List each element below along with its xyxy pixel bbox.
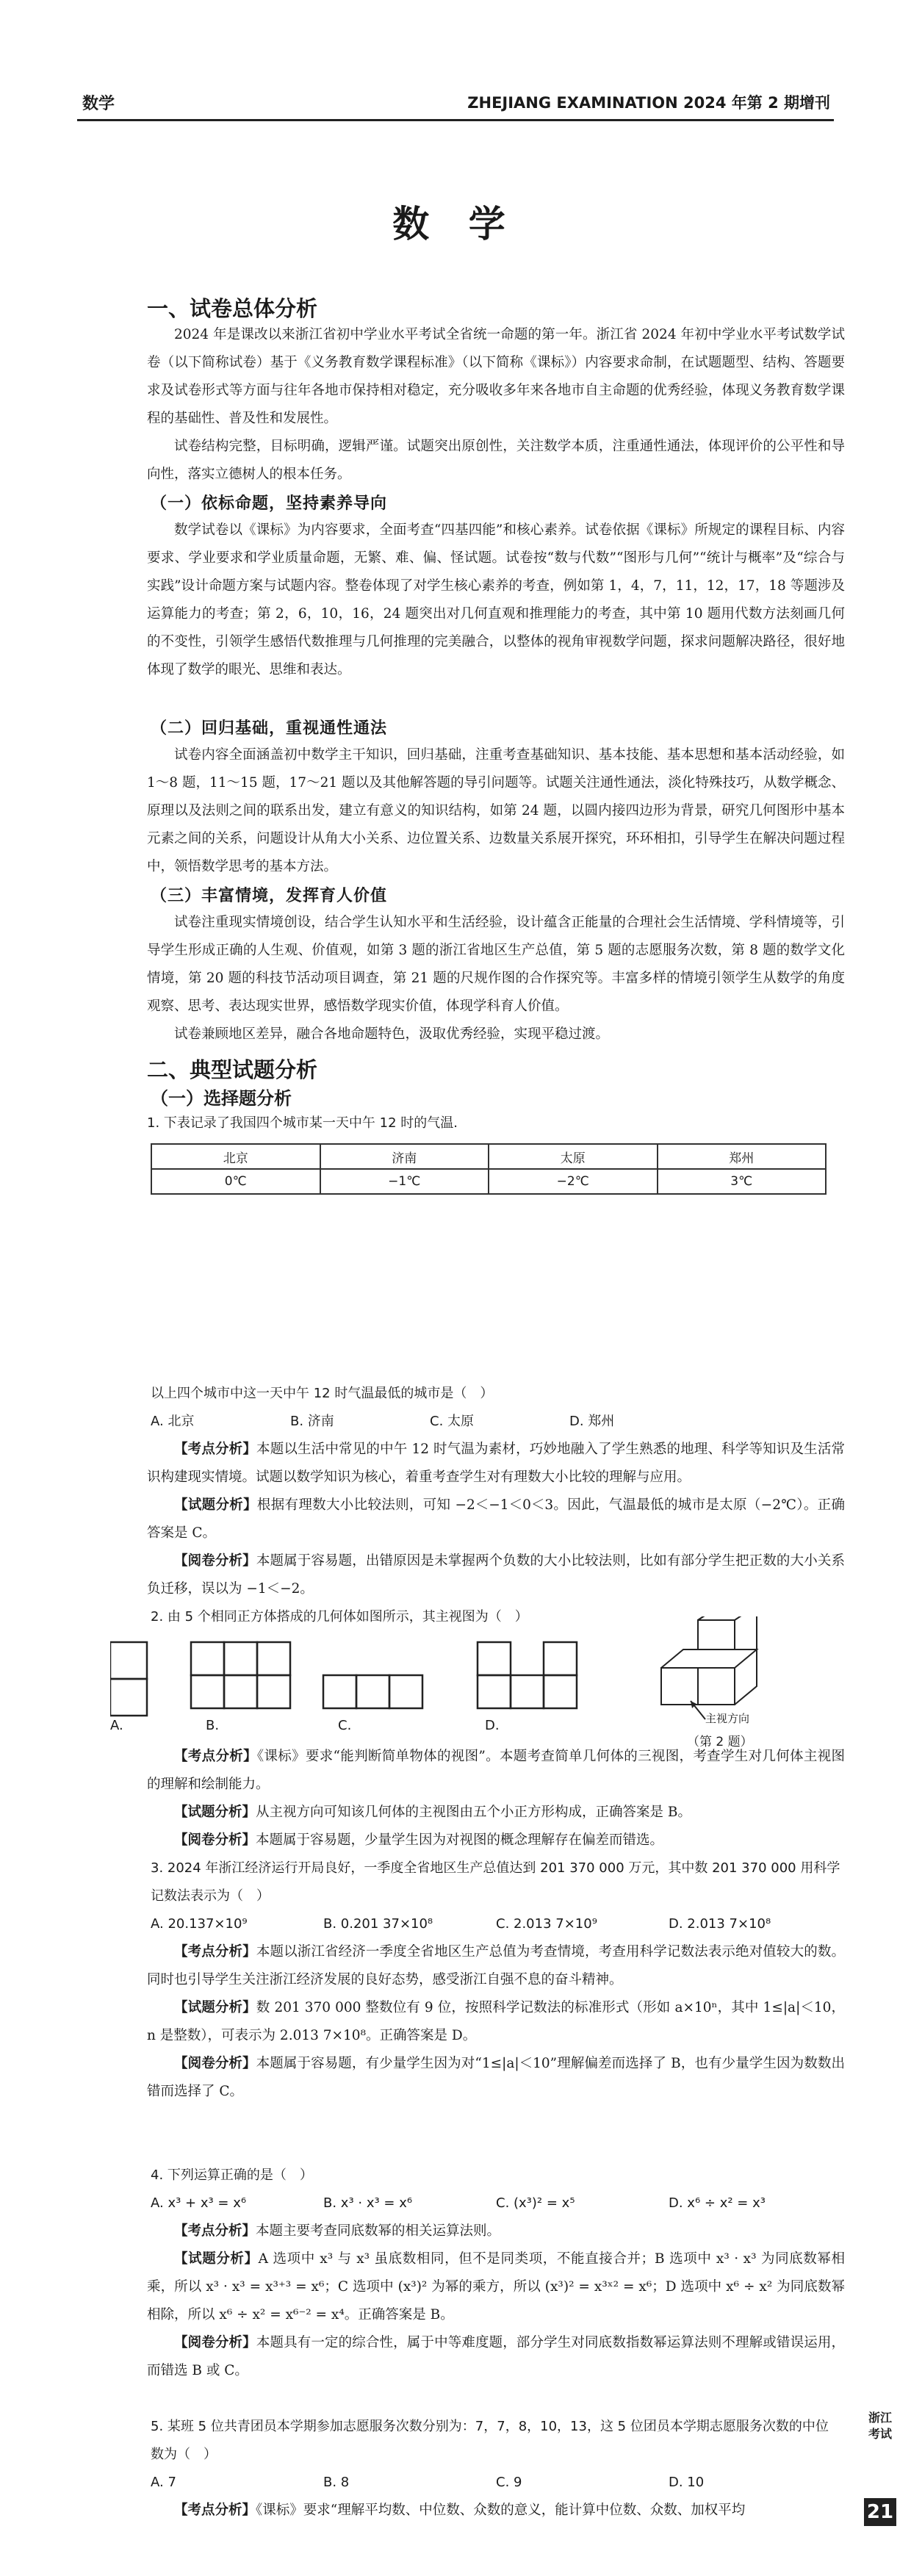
option: C. 2.013 7×10⁹ <box>496 1916 597 1932</box>
q4-analysis: 【考点分析】本题主要考查同底数幂的相关运算法则。 【试题分析】A 选项中 x³ 与 x³ 虽底数相同，但不是同类项，不能直接合并；B 选项中 x³ · x³ 为同底数幂相乘，所以 x³ · x³ = x³⁺³ = x⁶；C 选项中 (x³)² 为幂的乘方，所以 (x³)² = x³ˣ² = x⁶；D 选项中 x⁶ ÷ x² 为同底数幂相除，所以 x⁶ ÷ x² = x⁶⁻² = x⁴。正确答案是 B。 【阅卷分析】本题具有一定的综合性，属于中等难度题，部分学生对同底数指数幂运算法则不理解或错误运用，而错选 B 或 C。 <box>147 2223 845 2378</box>
option: D. x⁶ ÷ x² = x³ <box>669 2195 766 2211</box>
section-1-para-2: 试卷结构完整，目标明确，逻辑严谨。试题突出原创性，关注数学本质，注重通性通法，体现评价的公平性和导向性，落实立德树人的根本任务。 <box>147 439 845 482</box>
table-cell: −2℃ <box>489 1169 658 1194</box>
header-subject: 数学 <box>82 95 115 113</box>
q1-options <box>151 1408 812 1436</box>
page-title: 数 学 <box>392 203 519 245</box>
q1-temperature-table <box>151 1143 827 1195</box>
q3-analysis: 【考点分析】本题以浙江省经济一季度全省地区生产总值为考查情境，考查用科学记数法表示绝对值较大的数。同时也引导学生关注浙江经济发展的良好态势，感受浙江自强不息的奋斗精神。 【试题分析】数 201 370 000 整数位有 9 位，按照科学记数法的标准形式（形如 a×10ⁿ，其中 1≤|a|＜10，n 是整数），可表示为 2.013 7×10⁸。正确答案是 D。 【阅卷分析】本题属于容易题，有少量学生因为对“1≤|a|＜10”理解偏差而选择了 B，也有少量学生因为数数出错而选择了 C。 <box>147 1944 845 2099</box>
section-1-heading: 一、试卷总体分析 <box>147 296 318 321</box>
table-cell: 北京 <box>151 1144 320 1169</box>
option: C. 太原 <box>430 1414 475 1429</box>
option-label-d: D. <box>485 1718 500 1733</box>
side-tab-label: 浙江考试 <box>868 2411 892 2441</box>
q1-ask: 以上四个城市中这一天中午 12 时气温最低的城市是（ ） <box>151 1386 494 1401</box>
section-1-para-1: 2024 年是课改以来浙江省初中学业水平考试全省统一命题的第一年。浙江省 2024 年初中学业水平考试数学试卷（以下简称试卷）基于《义务教育数学课程标准》（以下简称《课标》）内容要求命制，在试题题型、结构、答题要求及试卷形式等方面与往年各地市保持相对稳定，充分吸收多年来各地市自主命题的优秀经验，体现义务教育数学课程的基础性、普及性和发展性。 <box>147 327 845 426</box>
option: B. 0.201 37×10⁸ <box>323 1916 433 1932</box>
option-a-view <box>110 1642 147 1716</box>
table-cell: −1℃ <box>320 1169 489 1194</box>
q5-analysis: 【考点分析】《课标》要求“理解平均数、中位数、众数的意义，能计算中位数、众数、加权平均 <box>174 2503 746 2518</box>
q5-options <box>151 2469 841 2497</box>
q4-stem: 4. 下列运算正确的是（ ） <box>151 2167 313 2183</box>
header-journal: ZHEJIANG EXAMINATION 2024 年第 2 期增刊 <box>467 94 830 112</box>
option: C. (x³)² = x⁵ <box>496 2195 575 2211</box>
section-1-para-6: 试卷兼顾地区差异，融合各地命题特色，汲取优秀经验，实现平稳过渡。 <box>174 1026 610 1042</box>
subsection-1-heading: （一）依标命题，坚持素养导向 <box>151 494 388 513</box>
option-label-c: C. <box>338 1718 352 1733</box>
q5-stem: 5. 某班 5 位共青团员本学期参加志愿服务次数分别为：7，7，8，10，13，这 5 位团员本学期志愿服务次数的中位数为（ ） <box>151 2419 829 2462</box>
option-d-view <box>478 1642 577 1708</box>
table-row <box>151 1144 826 1169</box>
option: A. x³ + x³ = x⁶ <box>151 2195 247 2211</box>
option: B. 8 <box>323 2475 350 2490</box>
option: D. 郑州 <box>569 1414 615 1429</box>
section-1-para-4: 试卷内容全面涵盖初中数学主干知识，回归基础，注重考查基础知识、基本技能、基本思想和基本活动经验，如 1～8 题，11～15 题，17～21 题以及其他解答题的导引问题等。试题关注通性通法，淡化特殊技巧，从数学概念、原理以及法则之间的联系出发，建立有意义的知识结构，如第 24 题，以圆内接四边形为背景，研究几何图形中基本元素之间的关系，问题设计从角大小关系、边位置关系、边数量关系展开探究，环环相扣，引导学生在解决问题过程中，领悟数学思考的基本方法。 <box>147 747 845 874</box>
q2-stem: 2. 由 5 个相同正方体搭成的几何体如图所示，其主视图为（ ） <box>151 1609 528 1625</box>
option-b-view <box>191 1642 290 1708</box>
table-cell: 0℃ <box>151 1169 320 1194</box>
option: D. 2.013 7×10⁸ <box>669 1916 771 1932</box>
option: A. 20.137×10⁹ <box>151 1916 248 1932</box>
q4-options <box>151 2190 841 2217</box>
subsection-3-heading: （三）丰富情境，发挥育人价值 <box>151 887 388 905</box>
option-label-a: A. <box>110 1718 123 1733</box>
page-number: 21 <box>864 2498 896 2526</box>
section-1-para-5: 试卷注重现实情境创设，结合学生认知水平和生活经验，设计蕴含正能量的合理社会生活情境、学科情境等，引导学生形成正确的人生观、价值观，如第 3 题的浙江省地区生产总值，第 5 题的志愿服务次数，第 8 题的数学文化情境，第 20 题的科技节活动项目调查，第 21 题的尺规作图的合作探究等。丰富多样的情境引领学生从数学的角度观察、思考、表达现实世界，感悟数学现实价值，体现学科育人价值。 <box>147 915 845 1014</box>
table-cell: 郑州 <box>658 1144 827 1169</box>
table-cell: 太原 <box>489 1144 658 1169</box>
q1-stem: 1. 下表记录了我国四个城市某一天中午 12 时的气温. <box>147 1115 458 1131</box>
table-cell: 3℃ <box>658 1169 827 1194</box>
table-row <box>151 1169 826 1194</box>
option-c-view <box>323 1675 422 1708</box>
subsection-2-heading: （二）回归基础，重视通性通法 <box>151 719 388 738</box>
option: B. 济南 <box>290 1414 334 1429</box>
option: A. 7 <box>151 2475 176 2490</box>
header-rule <box>77 119 834 121</box>
option-label-b: B. <box>206 1718 220 1733</box>
figure-caption: （第 2 题） <box>687 1735 753 1749</box>
section-2-heading: 二、典型试题分析 <box>147 1057 318 1082</box>
section-1-para-3: 数学试卷以《课标》为内容要求，全面考查“四基四能”和核心素养。试卷依据《课标》所规定的课程目标、内容要求、学业要求和学业质量命题，无繁、难、偏、怪试题。试卷按“数与代数”“图形与几何”“统计与概率”及“综合与实践”设计命题方案与试题内容。整卷体现了对学生核心素养的考查，例如第 1，4，7，11，12，17，18 等题涉及运算能力的考查；第 2，6，10，16，24 题突出对几何直观和推理能力的考查，其中第 10 题用代数方法刻画几何的不变性，引领学生感悟代数推理与几何推理的完美融合，以整体的视角审视数学问题，探求问题解决路径，很好地体现了数学的眼光、思维和表达。 <box>147 522 845 677</box>
option: B. x³ · x³ = x⁶ <box>323 2195 413 2211</box>
choice-analysis-heading: （一）选择题分析 <box>151 1088 292 1109</box>
table-cell: 济南 <box>320 1144 489 1169</box>
view-direction-label: 主视方向 <box>705 1712 750 1725</box>
q1-analysis: 【考点分析】本题以生活中常见的中午 12 时气温为素材，巧妙地融入了学生熟悉的地理、科学等知识及生活常识构建现实情境。试题以数学知识为核心，着重考查学生对有理数大小比较的理解与应用。 【试题分析】根据有理数大小比较法则，可知 −2＜−1＜0＜3。因此，气温最低的城市是太原（−2℃）。正确答案是 C。 【阅卷分析】本题属于容易题，出错原因是未掌握两个负数的大小比较法则，比如有部分学生把正数的大小关系负迁移，误以为 −1＜−2。 <box>147 1442 845 1597</box>
option: A. 北京 <box>151 1414 195 1429</box>
option: C. 9 <box>496 2475 522 2490</box>
q3-options <box>151 1910 841 1938</box>
q3-stem: 3. 2024 年浙江经济运行开局良好，一季度全省地区生产总值达到 201 370 000 万元，其中数 201 370 000 用科学记数法表示为（ ） <box>151 1860 840 1904</box>
q2-analysis: 【考点分析】《课标》要求“能判断简单物体的视图”。本题考查简单几何体的三视图，考查学生对几何体主视图的理解和绘制能力。 【试题分析】从主视方向可知该几何体的主视图由五个小正方形构成，正确答案是 B。 【阅卷分析】本题属于容易题，少量学生因为对视图的概念理解存在偏差而错选。 <box>147 1749 845 1848</box>
option: D. 10 <box>669 2475 705 2490</box>
